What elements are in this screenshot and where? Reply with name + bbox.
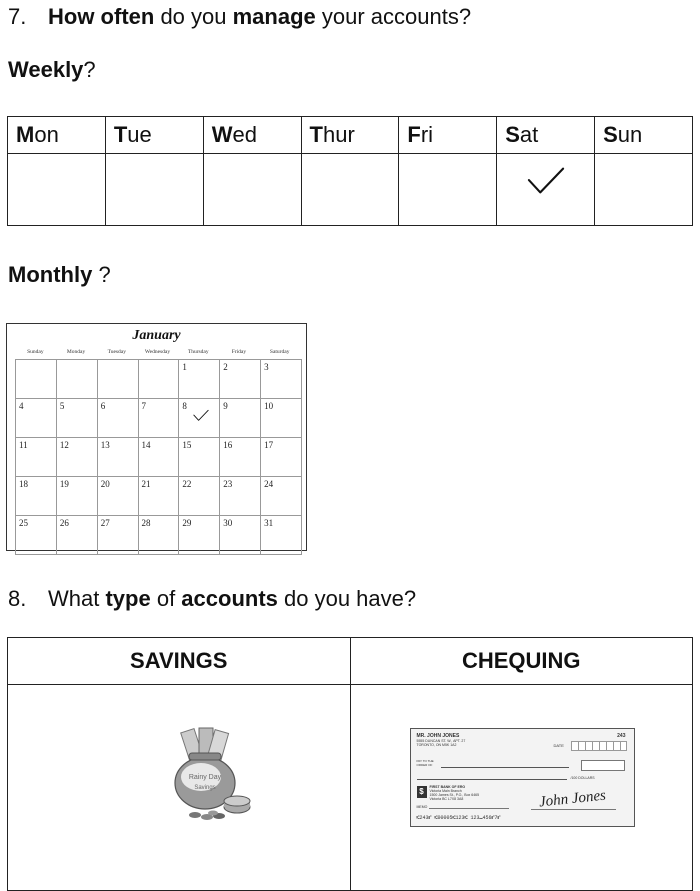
calendar-day-number: 5 <box>59 401 65 411</box>
chequing-cell <box>350 685 693 891</box>
calendar-day <box>97 438 138 477</box>
calendar-weekday: Saturday <box>269 349 290 355</box>
savings-cell <box>8 685 351 891</box>
savings-header: SAVINGS <box>8 638 351 685</box>
calendar-weekdays <box>15 349 300 355</box>
calendar-day-number: 20 <box>100 479 110 489</box>
cheque-bank-2: Victoria Main Branch <box>429 789 462 793</box>
monthly-heading <box>8 262 111 288</box>
calendar-day-number: 21 <box>141 479 151 489</box>
cheque-address-2: TORONTO, ON M5K 1A2 <box>416 743 457 747</box>
calendar-day <box>56 477 97 516</box>
calendar-day <box>16 438 57 477</box>
weekly-heading <box>8 57 96 83</box>
calendar-day-number: 7 <box>141 401 147 411</box>
calendar-day-number: 11 <box>19 440 28 450</box>
cheque-amount-box <box>581 760 625 771</box>
emphasis-text: accounts <box>181 586 278 611</box>
day-header <box>105 117 203 154</box>
day-initial: F <box>407 122 421 148</box>
calendar-day <box>261 516 302 555</box>
checkmark-icon <box>527 166 565 196</box>
calendar-month: January <box>132 328 181 343</box>
calendar-day <box>179 360 220 399</box>
calendar-day-number: 17 <box>264 440 274 450</box>
day-check-cell[interactable] <box>301 154 399 226</box>
plain-text: do you have? <box>277 586 417 611</box>
day-header <box>8 117 106 154</box>
chequing-header: CHEQUING <box>350 638 693 685</box>
calendar-day-number: 4 <box>19 401 24 411</box>
emphasis-text: manage <box>232 4 316 29</box>
calendar-day-number: 23 <box>223 479 233 489</box>
calendar-day-number: 8 <box>182 401 187 411</box>
calendar-day <box>56 438 97 477</box>
question-number: 7. <box>8 4 27 29</box>
calendar-day-number: 24 <box>264 479 274 489</box>
question-number: 8. <box>8 586 27 611</box>
calendar-day <box>179 516 220 555</box>
calendar-day <box>97 399 138 438</box>
calendar-day <box>220 360 261 399</box>
question-text <box>48 4 471 29</box>
calendar-day-number: 3 <box>264 362 269 372</box>
day-header <box>595 117 693 154</box>
calendar-day <box>138 360 179 399</box>
emphasis-text: type <box>105 586 151 611</box>
calendar-week <box>16 477 302 516</box>
cheque-micr: ⑆243⑈ ⑆00005⑆123⑆ 123⑉456⑈7⑈ <box>416 815 501 821</box>
calendar-weekday: Wednesday <box>144 349 171 355</box>
day-rest: ed <box>232 122 257 148</box>
cheque-bank-3: 1500 James St., P.O., Box 6465 <box>429 793 480 797</box>
question-7 <box>8 4 471 30</box>
calendar-day <box>56 399 97 438</box>
day-header <box>497 117 595 154</box>
day-rest: hur <box>322 122 355 148</box>
calendar-week <box>16 438 302 477</box>
cheque-dollars-label: /100 DOLLARS <box>570 776 595 780</box>
calendar-image <box>6 323 307 551</box>
weekly-header-row <box>8 117 693 154</box>
cheque-bank-4: Victoria BC L7X8 3A8 <box>429 797 464 801</box>
calendar-day-number: 25 <box>19 518 28 528</box>
cheque-pay-label: PAY TO THE ORDER OF <box>416 759 434 767</box>
calendar-day <box>261 477 302 516</box>
weekly-check-row <box>8 154 693 226</box>
cheque-bank-1: FIRST BANK OF ERO <box>429 785 466 789</box>
cheque-memo-line <box>429 808 509 809</box>
day-header <box>203 117 301 154</box>
calendar-day-number: 16 <box>223 440 233 450</box>
day-initial: T <box>309 122 323 148</box>
calendar-day-number: 2 <box>223 362 228 372</box>
calendar-day <box>97 360 138 399</box>
calendar-day-number: 26 <box>59 518 69 528</box>
monthly-label: Monthly <box>8 262 93 287</box>
calendar-grid <box>15 359 302 555</box>
calendar-day-number: 1 <box>182 362 187 372</box>
day-rest: ue <box>127 122 152 148</box>
day-initial: S <box>505 122 520 148</box>
calendar-day <box>179 438 220 477</box>
calendar-day-number: 10 <box>264 401 274 411</box>
cheque-number: 243 <box>617 733 626 739</box>
day-header <box>399 117 497 154</box>
calendar-weekday: Monday <box>66 349 86 355</box>
plain-text: your accounts? <box>315 4 472 29</box>
calendar-day <box>138 516 179 555</box>
calendar-week <box>16 516 302 555</box>
cheque-words-line <box>417 779 567 780</box>
calendar-day-number: 28 <box>141 518 151 528</box>
bank-logo-icon: $ <box>417 786 427 798</box>
calendar-weekday: Sunday <box>27 349 44 355</box>
calendar-day-number: 19 <box>59 479 69 489</box>
day-check-cell[interactable] <box>595 154 693 226</box>
calendar-day <box>261 360 302 399</box>
calendar-weekday: Tuesday <box>107 349 127 355</box>
day-check-cell[interactable] <box>203 154 301 226</box>
calendar-day-number: 13 <box>100 440 110 450</box>
day-check-cell[interactable] <box>497 154 595 226</box>
plain-text: What <box>48 586 106 611</box>
calendar-weekday: Thursday <box>187 349 209 355</box>
calendar-day <box>56 360 97 399</box>
question-8 <box>8 586 416 612</box>
day-check-cell[interactable] <box>105 154 203 226</box>
cheque-date-boxes <box>571 741 627 751</box>
calendar-day <box>16 360 57 399</box>
jar-label-line2: Savings <box>194 785 216 791</box>
checkmark-icon <box>193 409 209 422</box>
cheque-address-1: 5555 DUNCAN ST. W., APT. 27 <box>416 739 466 743</box>
calendar-day-number: 14 <box>141 440 151 450</box>
calendar-day <box>16 399 57 438</box>
jar-label-line1: Rainy Day <box>188 774 222 781</box>
calendar-day <box>261 438 302 477</box>
day-header <box>301 117 399 154</box>
calendar-day <box>97 477 138 516</box>
cheque-memo-label: MEMO <box>416 805 428 809</box>
question-mark: ? <box>98 262 111 287</box>
day-initial: M <box>16 122 35 148</box>
calendar-day <box>16 516 57 555</box>
calendar-day <box>138 477 179 516</box>
savings-jar-image <box>155 725 255 825</box>
calendar-day-number: 31 <box>264 518 274 528</box>
calendar-day <box>220 399 261 438</box>
weekly-label: Weekly <box>8 57 84 82</box>
cheque-payee-line <box>441 767 569 768</box>
calendar-weekday: Friday <box>231 349 247 355</box>
calendar-day <box>16 477 57 516</box>
day-rest: at <box>519 122 539 148</box>
cheque-image <box>410 728 635 827</box>
calendar-day <box>56 516 97 555</box>
cheque-date-label: DATE <box>553 743 564 748</box>
calendar-day-number: 30 <box>223 518 233 528</box>
calendar-day <box>179 477 220 516</box>
calendar-day-number: 27 <box>100 518 110 528</box>
calendar-day-number: 29 <box>182 518 192 528</box>
calendar-day <box>220 438 261 477</box>
day-rest: un <box>617 122 643 148</box>
cheque-signature: John Jones <box>537 787 607 811</box>
day-check-cell[interactable] <box>399 154 497 226</box>
question-text <box>48 586 416 611</box>
day-initial: W <box>211 122 233 148</box>
calendar-day <box>97 516 138 555</box>
calendar-week <box>16 399 302 438</box>
calendar-day-number: 9 <box>223 401 228 411</box>
account-types-table <box>7 637 693 891</box>
cheque-name: MR. JOHN JONES <box>416 733 460 739</box>
plain-text: do you <box>154 4 233 29</box>
calendar-day-number: 15 <box>182 440 192 450</box>
calendar-week <box>16 360 302 399</box>
calendar-day-number: 18 <box>19 479 28 489</box>
calendar-day <box>261 399 302 438</box>
emphasis-text: How often <box>48 4 155 29</box>
day-initial: T <box>113 122 128 148</box>
calendar-day <box>179 399 220 438</box>
calendar-day-number: 22 <box>182 479 192 489</box>
calendar-day <box>220 477 261 516</box>
day-check-cell[interactable] <box>8 154 106 226</box>
calendar-day <box>138 399 179 438</box>
day-rest: ri <box>420 122 434 148</box>
calendar-day-number: 12 <box>59 440 69 450</box>
plain-text: of <box>150 586 182 611</box>
calendar-day <box>138 438 179 477</box>
question-mark: ? <box>83 57 96 82</box>
day-initial: S <box>603 122 618 148</box>
weekly-day-table <box>7 116 693 226</box>
day-rest: on <box>34 122 59 148</box>
calendar-day-number: 6 <box>100 401 106 411</box>
calendar-day <box>220 516 261 555</box>
